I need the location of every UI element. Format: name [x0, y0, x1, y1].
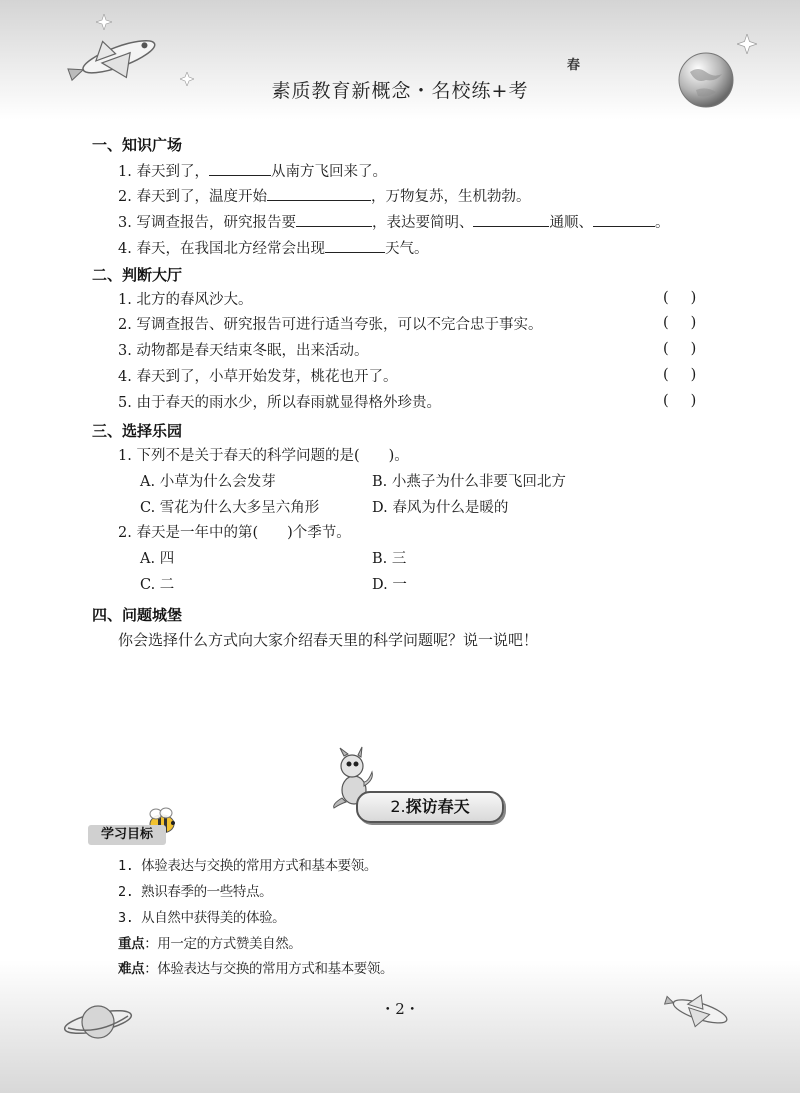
chapter-title-badge: 2.探访春天 — [356, 791, 504, 823]
choice-option[interactable]: B. 三 — [372, 551, 407, 567]
section-heading-question-castle: 四、问题城堡 — [92, 606, 183, 624]
choice-option[interactable]: A. 小草为什么会发芽 — [140, 474, 276, 490]
choice-option[interactable]: D. 春风为什么是暖的 — [372, 500, 509, 516]
answer-blank[interactable] — [267, 185, 371, 201]
true-false-statement: 5. 由于春天的雨水少，所以春雨就显得格外珍贵。 — [118, 395, 441, 411]
true-false-statement: 3. 动物都是春天结束冬眠，出来活动。 — [118, 343, 369, 359]
choice-option[interactable]: D. 一 — [372, 577, 407, 593]
season-label: 春 — [567, 58, 581, 73]
open-question: 你会选择什么方式向大家介绍春天里的科学问题呢？说一说吧！ — [118, 631, 539, 649]
learning-goals-tab: 学习目标 — [88, 825, 166, 845]
answer-bracket[interactable]: ( ) — [663, 290, 697, 306]
fill-blank-question-2: 2. 春天到了，温度开始 ，万物复苏，生机勃勃。 — [118, 185, 530, 207]
choice-option[interactable]: A. 四 — [140, 551, 175, 567]
key-point: 重点：用一定的方式赞美自然。 — [118, 936, 302, 952]
page-number: ・2・ — [380, 1000, 420, 1018]
answer-blank[interactable] — [593, 211, 655, 227]
answer-bracket[interactable]: ( ) — [663, 367, 697, 383]
fill-blank-question-4: 4. 春天，在我国北方经常会出现 天气。 — [118, 237, 428, 259]
section-heading-choice: 三、选择乐园 — [92, 422, 183, 440]
choice-option[interactable]: B. 小燕子为什么非要飞回北方 — [372, 474, 566, 490]
choice-option[interactable]: C. 雪花为什么大多呈六角形 — [140, 500, 320, 516]
true-false-statement: 4. 春天到了，小草开始发芽，桃花也开了。 — [118, 369, 398, 385]
section-heading-judgement: 二、判断大厅 — [92, 266, 183, 284]
answer-blank[interactable] — [296, 211, 372, 227]
fill-blank-question-3: 3. 写调查报告，研究报告要 ，表达要简明、 通顺、 。 — [118, 211, 669, 233]
choice-question-stem: 1. 下列不是关于春天的科学问题的是( )。 — [118, 448, 409, 464]
sparkle-icon — [96, 14, 112, 30]
choice-option[interactable]: C. 二 — [140, 577, 175, 593]
choice-question-stem: 2. 春天是一年中的第( )个季节。 — [118, 525, 351, 541]
answer-bracket[interactable]: ( ) — [663, 393, 697, 409]
learning-goal-item: 1. 体验表达与交换的常用方式和基本要领。 — [118, 858, 377, 874]
learning-goal-item: 3. 从自然中获得美的体验。 — [118, 910, 286, 926]
section-heading-knowledge: 一、知识广场 — [92, 136, 183, 154]
true-false-statement: 2. 写调查报告、研究报告可进行适当夸张，可以不完合忠于事实。 — [118, 317, 543, 333]
learning-goal-item: 2. 熟识春季的一些特点。 — [118, 884, 273, 900]
answer-blank[interactable] — [325, 237, 385, 253]
difficult-point: 难点：体验表达与交换的常用方式和基本要领。 — [118, 961, 394, 977]
answer-bracket[interactable]: ( ) — [663, 341, 697, 357]
answer-blank[interactable] — [209, 160, 271, 176]
fill-blank-question-1: 1. 春天到了， 从南方飞回来了。 — [118, 160, 387, 182]
true-false-statement: 1. 北方的春风沙大。 — [118, 292, 253, 308]
answer-bracket[interactable]: ( ) — [663, 315, 697, 331]
page-header-title: 素质教育新概念・名校练+考 — [271, 80, 529, 102]
answer-blank[interactable] — [473, 211, 549, 227]
sparkle-icon — [737, 34, 757, 54]
